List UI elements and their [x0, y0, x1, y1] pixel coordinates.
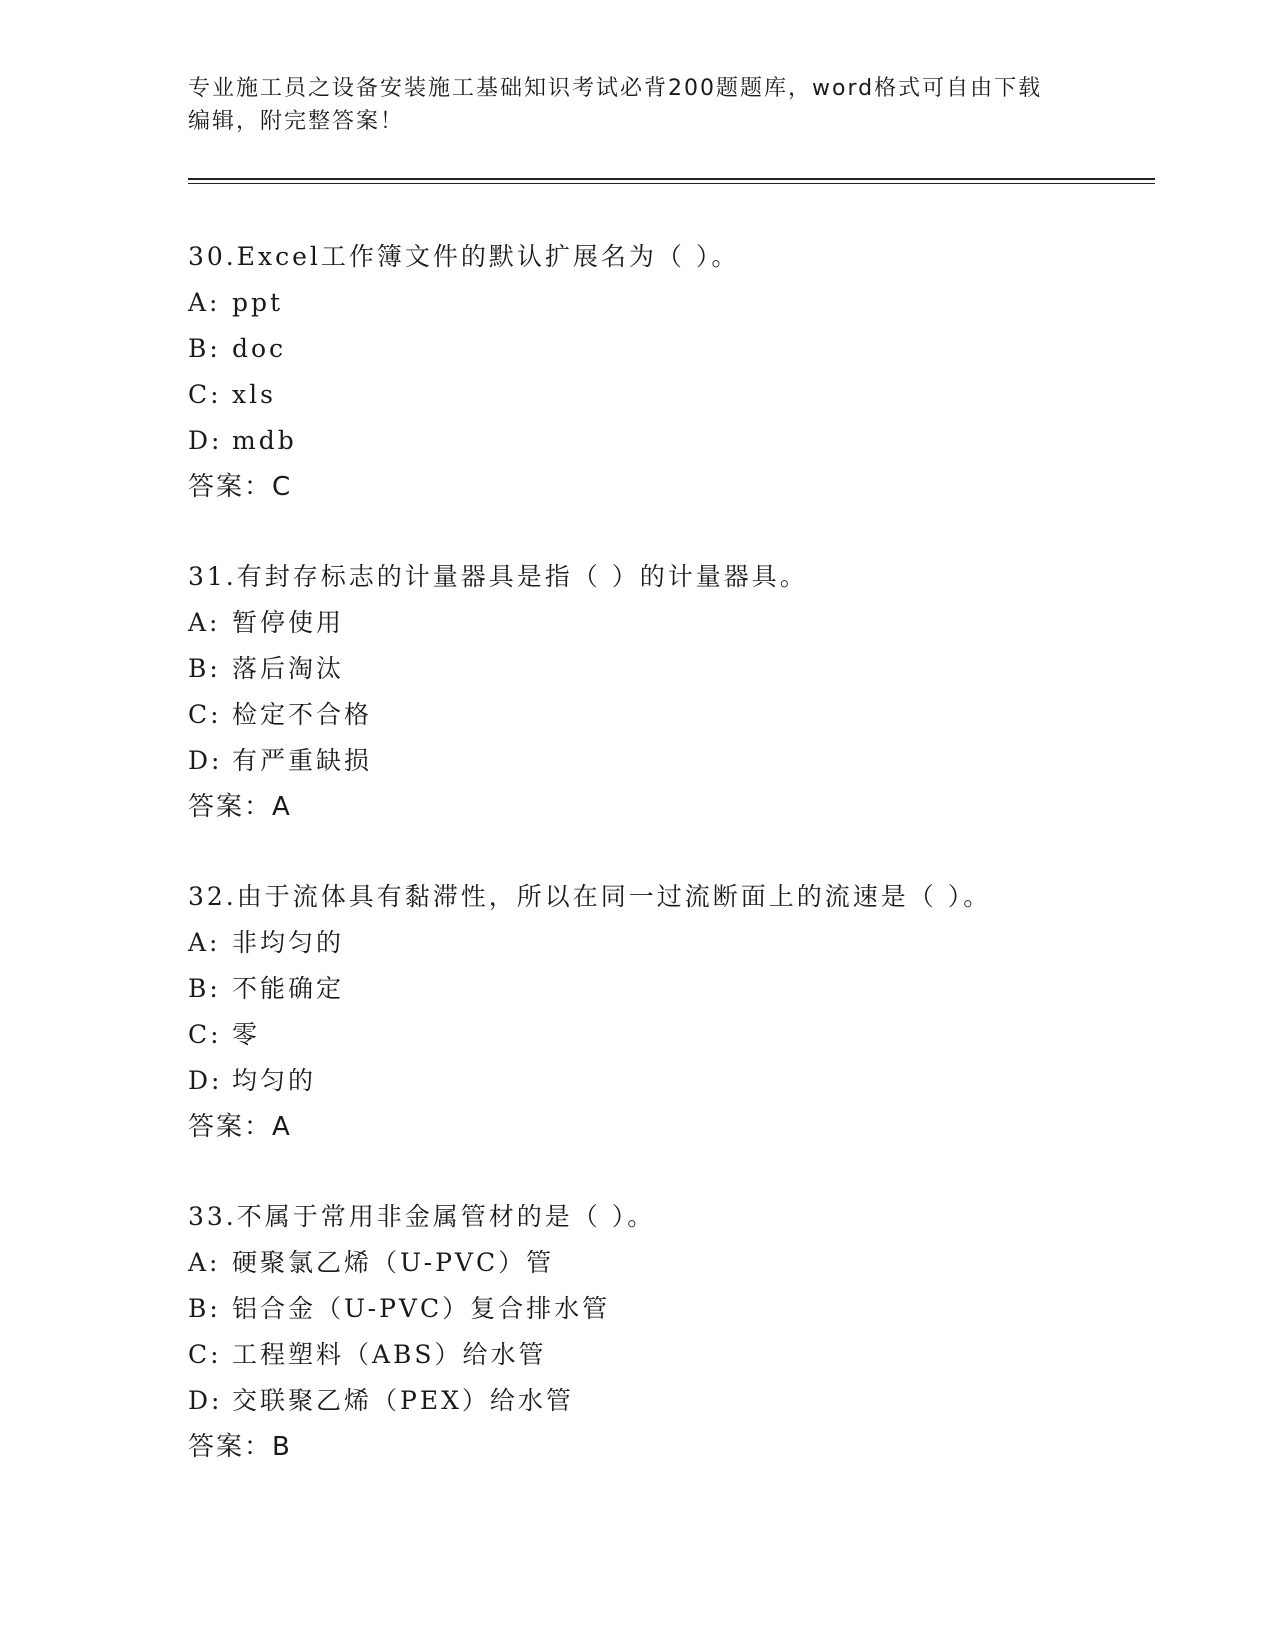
- option-text: 零: [232, 1020, 261, 1049]
- question-stem: 33.不属于常用非金属管材的是（ ）。: [188, 1202, 656, 1231]
- header-title-line-2: 编辑，附完整答案！: [188, 109, 405, 134]
- option-letter: A:: [188, 288, 221, 317]
- option-letter: C:: [188, 380, 222, 409]
- option-text: 落后淘汰: [232, 654, 345, 683]
- option-c: [188, 695, 1148, 741]
- answer-line: 答案：B: [188, 1432, 292, 1462]
- option-b: [188, 1289, 1148, 1335]
- option-letter: A:: [188, 1248, 221, 1277]
- option-letter: B:: [188, 974, 221, 1003]
- option-letter: C:: [188, 1340, 222, 1369]
- header-divider-thick: [188, 178, 1155, 180]
- question-list: [188, 237, 1148, 1517]
- option-a: [188, 923, 1148, 969]
- answer-line: 答案：C: [188, 472, 293, 502]
- option-d: [188, 421, 1148, 467]
- option-text: 暂停使用: [232, 608, 345, 637]
- option-letter: B:: [188, 334, 221, 363]
- header-divider-thin: [188, 183, 1155, 184]
- option-letter: D:: [188, 1066, 223, 1095]
- option-d: [188, 1061, 1148, 1107]
- document-header: [188, 72, 1088, 138]
- option-letter: A:: [188, 608, 221, 637]
- option-letter: D:: [188, 426, 223, 455]
- option-a: [188, 603, 1148, 649]
- option-text: xls: [232, 380, 276, 409]
- option-letter: C:: [188, 700, 222, 729]
- option-letter: B:: [188, 1294, 221, 1323]
- answer-line: 答案：A: [188, 792, 292, 822]
- option-text: 非均匀的: [232, 928, 345, 957]
- question-32: [188, 877, 1148, 1197]
- option-text: ppt: [232, 288, 284, 317]
- question-33: [188, 1197, 1148, 1517]
- option-text: 不能确定: [232, 974, 345, 1003]
- header-title-line-1: 专业施工员之设备安装施工基础知识考试必背200题题库，word格式可自由下载: [188, 76, 1043, 101]
- option-b: [188, 329, 1148, 375]
- option-b: [188, 969, 1148, 1015]
- option-text: 铝合金（U-PVC）复合排水管: [232, 1294, 611, 1323]
- question-31: [188, 557, 1148, 877]
- option-letter: C:: [188, 1020, 222, 1049]
- option-text: doc: [232, 334, 287, 363]
- question-30: [188, 237, 1148, 557]
- option-text: 检定不合格: [232, 700, 373, 729]
- option-b: [188, 649, 1148, 695]
- option-d: [188, 741, 1148, 787]
- question-stem: 30.Excel工作簿文件的默认扩展名为（ ）。: [188, 242, 740, 271]
- question-stem: 31.有封存标志的计量器具是指（ ）的计量器具。: [188, 562, 808, 591]
- option-c: [188, 1015, 1148, 1061]
- option-a: [188, 1243, 1148, 1289]
- option-d: [188, 1381, 1148, 1427]
- option-text: 均匀的: [232, 1066, 317, 1095]
- option-letter: A:: [188, 928, 221, 957]
- option-c: [188, 375, 1148, 421]
- answer-line: 答案：A: [188, 1112, 292, 1142]
- option-text: 工程塑料（ABS）给水管: [232, 1340, 547, 1369]
- question-stem: 32.由于流体具有黏滞性，所以在同一过流断面上的流速是（ ）。: [188, 882, 992, 911]
- option-c: [188, 1335, 1148, 1381]
- option-letter: B:: [188, 654, 221, 683]
- option-letter: D:: [188, 1386, 223, 1415]
- option-text: 硬聚氯乙烯（U-PVC）管: [232, 1248, 555, 1277]
- option-text: mdb: [232, 426, 297, 455]
- option-letter: D:: [188, 746, 223, 775]
- option-text: 交联聚乙烯（PEX）给水管: [232, 1386, 574, 1415]
- option-text: 有严重缺损: [232, 746, 373, 775]
- option-a: [188, 283, 1148, 329]
